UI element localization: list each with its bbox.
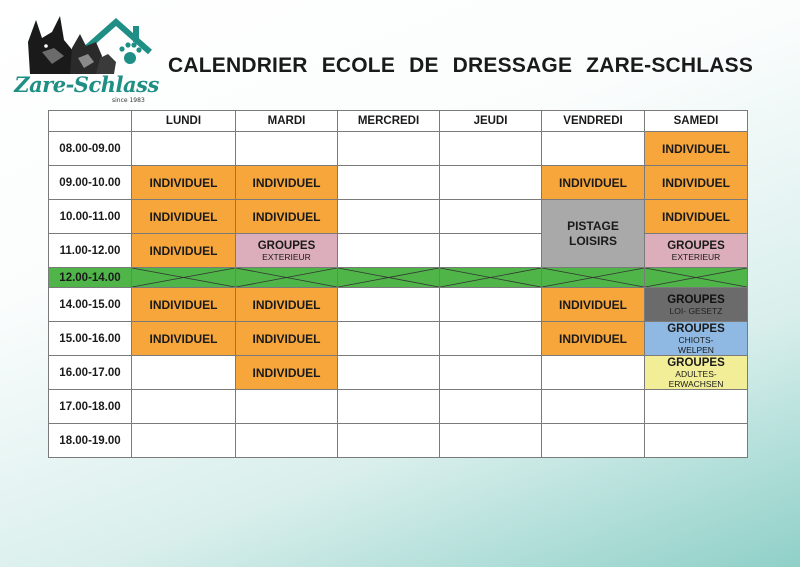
groupes-label: GROUPES xyxy=(667,293,725,306)
brand-since: since 1983 xyxy=(112,97,145,104)
empty-slot xyxy=(132,424,236,458)
individuel-slot: INDIVIDUEL xyxy=(645,200,748,234)
exterieur-label: EXTERIEUR xyxy=(671,251,721,262)
empty-slot xyxy=(338,356,440,390)
empty-slot xyxy=(236,132,338,166)
time-slot: 17.00-18.00 xyxy=(49,390,132,424)
brand-name: Zare-Schlass xyxy=(14,72,159,97)
cross-icon xyxy=(338,268,439,287)
header-row xyxy=(49,111,748,132)
table-row xyxy=(49,356,748,390)
time-slot: 15.00-16.00 xyxy=(49,322,132,356)
closed-slot xyxy=(338,268,440,288)
time-slot: 14.00-15.00 xyxy=(49,288,132,322)
day-header: MARDI xyxy=(236,111,338,132)
closed-slot xyxy=(542,268,645,288)
empty-slot xyxy=(542,390,645,424)
empty-slot xyxy=(440,132,542,166)
empty-slot xyxy=(440,356,542,390)
day-header: JEUDI xyxy=(440,111,542,132)
empty-slot xyxy=(440,288,542,322)
day-header: LUNDI xyxy=(132,111,236,132)
exterieur-label: EXTERIEUR xyxy=(262,251,311,262)
time-slot: 10.00-11.00 xyxy=(49,200,132,234)
empty-slot xyxy=(440,234,542,268)
empty-slot xyxy=(440,424,542,458)
closed-slot xyxy=(645,268,748,288)
empty-slot xyxy=(645,390,748,424)
empty-slot xyxy=(338,200,440,234)
individuel-slot: INDIVIDUEL xyxy=(645,132,748,166)
closed-slot xyxy=(236,268,338,288)
table-row xyxy=(49,322,748,356)
empty-slot xyxy=(542,424,645,458)
individuel-slot: INDIVIDUEL xyxy=(236,356,338,390)
individuel-slot: INDIVIDUEL xyxy=(645,166,748,200)
day-header: VENDREDI xyxy=(542,111,645,132)
individuel-slot: INDIVIDUEL xyxy=(236,200,338,234)
empty-slot xyxy=(338,288,440,322)
time-slot: 08.00-09.00 xyxy=(49,132,132,166)
table-row xyxy=(49,390,748,424)
empty-slot xyxy=(132,132,236,166)
groupes-label: GROUPES xyxy=(257,239,316,252)
cross-icon xyxy=(440,268,541,287)
individuel-slot: INDIVIDUEL xyxy=(132,200,236,234)
empty-slot xyxy=(542,356,645,390)
day-header: MERCREDI xyxy=(338,111,440,132)
brand-logo xyxy=(12,12,157,108)
empty-slot xyxy=(236,390,338,424)
schedule-table xyxy=(48,110,748,458)
empty-slot xyxy=(338,234,440,268)
empty-slot xyxy=(440,390,542,424)
welpen-label: WELPEN xyxy=(678,344,714,355)
closed-slot xyxy=(132,268,236,288)
time-slot: 09.00-10.00 xyxy=(49,166,132,200)
individuel-slot: INDIVIDUEL xyxy=(236,288,338,322)
pistage-loisirs-slot xyxy=(542,200,645,268)
groupes-exterieur-slot xyxy=(645,234,748,268)
empty-slot xyxy=(338,166,440,200)
empty-slot xyxy=(645,424,748,458)
page-title: CALENDRIER ECOLE DE DRESSAGE ZARE-SCHLASS xyxy=(168,54,754,77)
time-slot: 11.00-12.00 xyxy=(49,234,132,268)
groupes-label: GROUPES xyxy=(667,322,725,335)
groupes-chiots-slot xyxy=(645,322,748,356)
groupes-label: GROUPES xyxy=(667,239,725,252)
individuel-slot: INDIVIDUEL xyxy=(542,166,645,200)
individuel-slot: INDIVIDUEL xyxy=(542,288,645,322)
table-row xyxy=(49,132,748,166)
loisirs-label: LOISIRS xyxy=(568,233,617,248)
time-slot: 12.00-14.00 xyxy=(49,268,132,288)
groupes-exterieur-slot xyxy=(236,234,338,268)
empty-slot xyxy=(338,322,440,356)
lunch-row xyxy=(49,268,748,288)
empty-slot xyxy=(338,390,440,424)
loi-gesetz-label: LOI- GESETZ xyxy=(669,305,723,316)
groupes-loi-slot xyxy=(645,288,748,322)
adultes-label: ADULTES- xyxy=(675,368,717,379)
empty-slot xyxy=(132,356,236,390)
corner-cell xyxy=(49,111,132,132)
groupes-label: GROUPES xyxy=(667,356,725,369)
time-slot: 18.00-19.00 xyxy=(49,424,132,458)
cross-icon xyxy=(132,268,235,287)
empty-slot xyxy=(440,166,542,200)
cross-icon xyxy=(542,268,644,287)
time-slot: 16.00-17.00 xyxy=(49,356,132,390)
individuel-slot: INDIVIDUEL xyxy=(132,234,236,268)
individuel-slot: INDIVIDUEL xyxy=(542,322,645,356)
table-row xyxy=(49,424,748,458)
pistage-label: PISTAGE xyxy=(567,218,619,233)
individuel-slot: INDIVIDUEL xyxy=(236,322,338,356)
groupes-adultes-slot xyxy=(645,356,748,390)
cross-icon xyxy=(236,268,337,287)
table-row xyxy=(49,166,748,200)
empty-slot xyxy=(338,132,440,166)
empty-slot xyxy=(542,132,645,166)
individuel-slot: INDIVIDUEL xyxy=(132,166,236,200)
individuel-slot: INDIVIDUEL xyxy=(132,288,236,322)
empty-slot xyxy=(440,322,542,356)
individuel-slot: INDIVIDUEL xyxy=(132,322,236,356)
chiots-label: CHIOTS- xyxy=(678,334,714,345)
closed-slot xyxy=(440,268,542,288)
individuel-slot: INDIVIDUEL xyxy=(236,166,338,200)
empty-slot xyxy=(440,200,542,234)
day-header: SAMEDI xyxy=(645,111,748,132)
table-row xyxy=(49,288,748,322)
table-row xyxy=(49,200,748,234)
cross-icon xyxy=(645,268,747,287)
empty-slot xyxy=(338,424,440,458)
erwachsen-label: ERWACHSEN xyxy=(668,378,724,389)
empty-slot xyxy=(132,390,236,424)
empty-slot xyxy=(236,424,338,458)
